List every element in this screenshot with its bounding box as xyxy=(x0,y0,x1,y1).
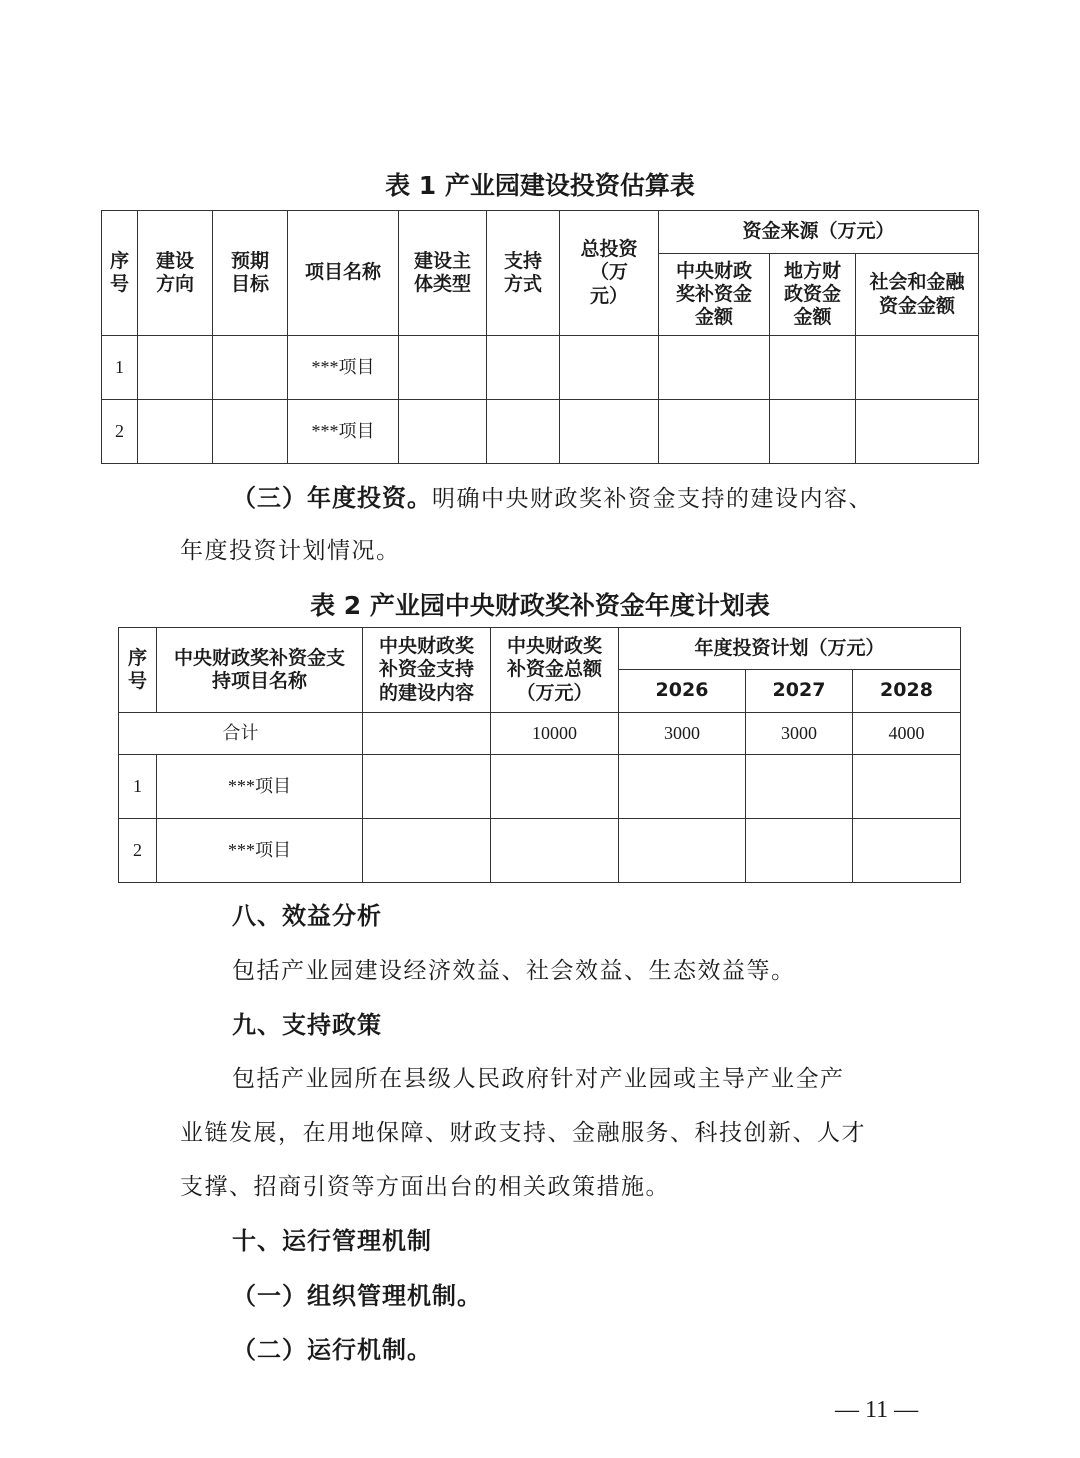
row-project: ***项目 xyxy=(157,819,363,883)
annual-plan-table xyxy=(118,627,961,883)
investment-estimate-table xyxy=(101,210,979,464)
row-seq: 1 xyxy=(119,755,157,819)
row-project: ***项目 xyxy=(288,336,399,400)
header-support-method: 支持方式 xyxy=(487,211,560,336)
table-row xyxy=(102,400,979,464)
header-total: 中央财政奖补资金总额（万元） xyxy=(491,628,619,713)
table-row xyxy=(119,819,961,883)
row-seq: 2 xyxy=(119,819,157,883)
section3-lead: （三）年度投资。 xyxy=(232,484,432,512)
header-direction: 建设方向 xyxy=(138,211,213,336)
total-amount: 10000 xyxy=(491,713,619,755)
header-project-name: 项目名称 xyxy=(288,211,399,336)
section3-line2: 年度投资计划情况。 xyxy=(180,538,401,564)
table-row xyxy=(102,336,979,400)
header-local-fund: 地方财政资金金额 xyxy=(770,254,856,336)
total-2027: 3000 xyxy=(746,713,853,755)
header-annual-plan: 年度投资计划（万元） xyxy=(619,628,961,670)
section9-heading: 九、支持政策 xyxy=(232,1011,382,1039)
section8-heading: 八、效益分析 xyxy=(232,902,382,930)
row-project: ***项目 xyxy=(288,400,399,464)
header-year-2026: 2026 xyxy=(619,670,746,713)
table2-title: 表 2 产业园中央财政奖补资金年度计划表 xyxy=(310,591,770,620)
table1-title: 表 1 产业园建设投资估算表 xyxy=(385,171,695,200)
header-year-2028: 2028 xyxy=(853,670,961,713)
total-2026: 3000 xyxy=(619,713,746,755)
header-fund-source: 资金来源（万元） xyxy=(659,211,979,254)
header-social-fund: 社会和金融资金金额 xyxy=(856,254,979,336)
total-row xyxy=(119,713,961,755)
section8-text: 包括产业园建设经济效益、社会效益、生态效益等。 xyxy=(232,958,796,984)
total-2028: 4000 xyxy=(853,713,961,755)
page-number: — 11 — xyxy=(835,1397,919,1423)
section9-line3: 支撑、招商引资等方面出台的相关政策措施。 xyxy=(180,1174,670,1200)
section3-line1 xyxy=(232,478,873,513)
section9-line2: 业链发展，在用地保障、财政支持、金融服务、科技创新、人才 xyxy=(180,1120,866,1146)
section10-heading: 十、运行管理机制 xyxy=(232,1227,432,1255)
header-target: 预期目标 xyxy=(213,211,288,336)
row-seq: 2 xyxy=(102,400,138,464)
section9-line1: 包括产业园所在县级人民政府针对产业园或主导产业全产 xyxy=(232,1066,845,1092)
header-seq: 序号 xyxy=(102,211,138,336)
header-total-investment: 总投资（万元） xyxy=(560,211,659,336)
row-project: ***项目 xyxy=(157,755,363,819)
header-year-2027: 2027 xyxy=(746,670,853,713)
header-entity-type: 建设主体类型 xyxy=(399,211,487,336)
section10-sub2: （二）运行机制。 xyxy=(232,1336,432,1364)
total-label: 合计 xyxy=(119,713,363,755)
header-project-name: 中央财政奖补资金支持项目名称 xyxy=(157,628,363,713)
section10-sub1: （一）组织管理机制。 xyxy=(232,1282,482,1310)
row-seq: 1 xyxy=(102,336,138,400)
header-seq: 序号 xyxy=(119,628,157,713)
header-central-fund: 中央财政奖补资金金额 xyxy=(659,254,770,336)
header-content: 中央财政奖补资金支持的建设内容 xyxy=(363,628,491,713)
table-row xyxy=(119,755,961,819)
section3-text1: 明确中央财政奖补资金支持的建设内容、 xyxy=(432,486,873,512)
